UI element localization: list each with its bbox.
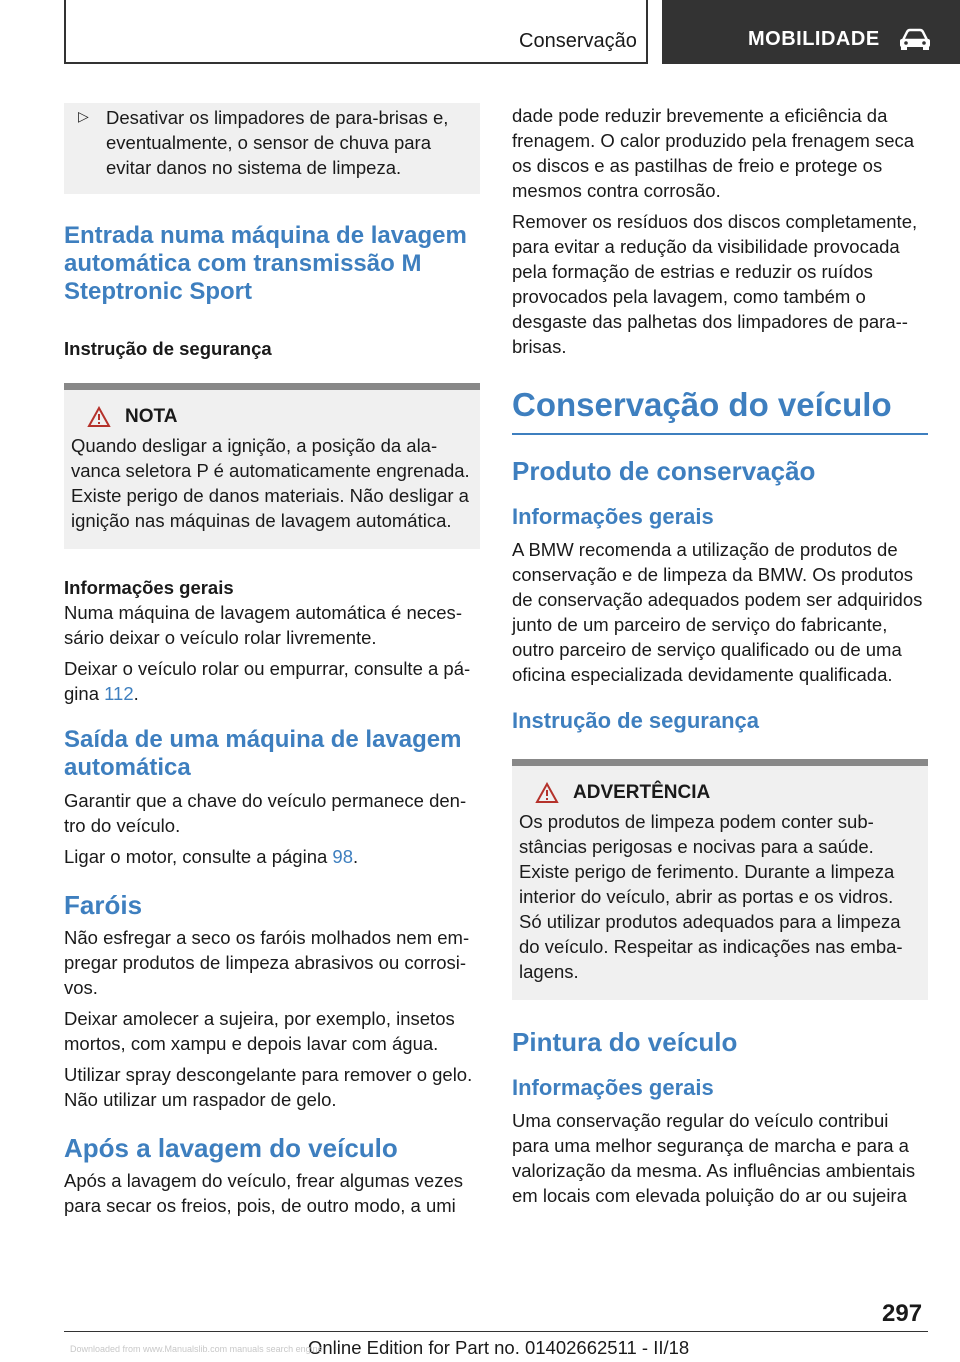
- general-p2-end: .: [133, 683, 139, 704]
- footer-edition: [308, 1337, 689, 1359]
- heading-general-info-1: Informações gerais: [512, 504, 714, 529]
- page-link-112[interactable]: 112: [104, 683, 134, 704]
- car-icon: [898, 28, 932, 50]
- bullet-text: Desativar os limpadores de para-brisas e, eventualmente, o sensor de chuva para evitar danos no sistema de limpeza.: [106, 107, 449, 178]
- warning-icon: [535, 782, 559, 804]
- exit-paragraph-1: Garantir que a chave do veículo permanece dentro do veículo.: [64, 790, 467, 836]
- warning-text: Os produtos de limpeza podem conter substâncias perigosas e nocivas para a saúde. Existe perigo de ferimento. Durante a limpeza interior do veículo, abrir as portas e os vidros. Só utilizar produtos adequados para a limpeza do veículo. Respeitar as indicações nas embalagens.: [519, 811, 903, 982]
- left-column: [64, 103, 480, 1224]
- farois-paragraph-1: Não esfregar a seco os faróis molhados nem empregar produtos de limpeza abrasivos ou corrosivos.: [64, 927, 470, 998]
- right-column: [512, 103, 928, 1214]
- warning-box: [512, 759, 928, 1000]
- exit-p2-end: .: [353, 846, 359, 867]
- heading-vehicle-paint: Pintura do veículo: [512, 1027, 738, 1057]
- heading-safety: Instrução de segurança: [64, 338, 272, 359]
- care-product-paragraph: A BMW recomenda a utilização de produtos de conservação e de limpeza da BMW. Os produtos de conservação adequados podem ser adquiridos junto de um parceiro de serviço do fabricante, outro parceiro de serviço qualificado ou de uma oficina especializada devidamente qualificada.: [512, 539, 923, 685]
- paint-paragraph: Uma conservação regular do veículo contribui para uma melhor segurança de marcha e para a valorização da mesma. As influências ambientais em locais com elevada poluição do ar ou sujeira: [512, 1110, 916, 1206]
- bullet-box: [64, 103, 480, 194]
- heading-general-info: Informações gerais: [64, 577, 234, 598]
- general-paragraph-1: Numa máquina de lavagem automática é necessário deixar o veículo rolar livremente.: [64, 602, 462, 648]
- note-text: Quando desligar a ignição, a posição da alavanca seletora P é automaticamente engrenada. Existe perigo de danos materiais. Não desligar a ignição nas máquinas de lavagem automática.: [71, 435, 470, 531]
- warning-title: ADVERTÊNCIA: [573, 782, 711, 803]
- header-section-title: Conservação: [519, 30, 637, 52]
- header-chapter-tab: [662, 0, 960, 64]
- heading-farois: Faróis: [64, 890, 143, 920]
- note-title: NOTA: [125, 406, 178, 427]
- heading-safety-right: Instrução de segurança: [512, 708, 759, 733]
- note-box: [64, 383, 480, 549]
- continuation-paragraph-2: Remover os resíduos dos discos completamente, para evitar a redução da visibilidade provocada pela formação de estrias e reduzir os ruídos provocados pela lavagem, como também o desgaste das palhetas dos limpadores de para-brisas.: [512, 211, 918, 357]
- farois-paragraph-2: Deixar amolecer a sujeira, por exemplo, insetos mortos, com xampu e depois lavar com água.: [64, 1008, 455, 1054]
- heading-after-wash: Após a lavagem do veículo: [64, 1133, 398, 1163]
- footer-edition-text: Online Edition for Part no. 01402662511 - II/18: [308, 1337, 690, 1358]
- continuation-paragraph-1: dade pode reduzir brevemente a eficiência da frenagem. O calor produzido pela frenagem seca os discos e as pastilhas de freio e protege os mesmos contra corrosão.: [512, 105, 915, 201]
- footer-rule: [64, 1331, 928, 1332]
- after-wash-paragraph: Após a lavagem do veículo, frear algumas vezes para secar os freios, pois, de outro modo, a umi: [64, 1170, 463, 1216]
- note-title-row: [71, 406, 472, 428]
- triangle-bullet-icon: ▷: [78, 108, 89, 124]
- general-paragraph-2: [64, 656, 480, 706]
- heading-care-product: Produto de conservação: [512, 456, 816, 486]
- heading-exit-car-wash: Saída de uma máquina de lavagem automática: [64, 726, 462, 781]
- exit-paragraph-2: [64, 844, 480, 869]
- general-p2-text: Deixar o veículo rolar ou empurrar, consulte a página: [64, 658, 471, 704]
- page-number: 297: [882, 1300, 923, 1327]
- heading-vehicle-care: Conservação do veículo: [512, 385, 928, 435]
- warning-title-row: [519, 782, 920, 804]
- exit-p2-text: Ligar o motor, consulte a página: [64, 846, 333, 867]
- header-chapter-label: MOBILIDADE: [748, 27, 880, 50]
- heading-entry-car-wash: Entrada numa máquina de lavagem automática com transmissão M Steptronic Sport: [64, 222, 467, 305]
- warning-icon: [87, 406, 111, 428]
- page-link-98[interactable]: 98: [332, 846, 353, 867]
- heading-general-info-2: Informações gerais: [512, 1075, 714, 1100]
- farois-paragraph-3: Utilizar spray descongelante para remover o gelo. Não utilizar um raspador de gelo.: [64, 1064, 473, 1110]
- footer-watermark: Downloaded from www.Manualslib.com manuals search engine: [70, 1344, 323, 1354]
